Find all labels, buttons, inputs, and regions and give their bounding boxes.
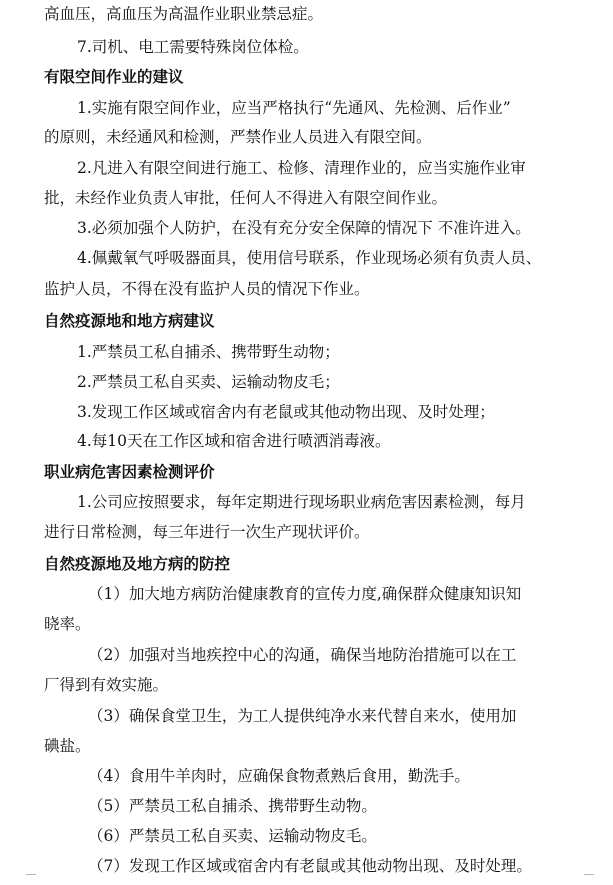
text-line: 的原则，未经通风和检测，严禁作业人员进入有限空间。	[44, 128, 432, 146]
text-line: （7）发现工作区域或宿舍内有老鼠或其他动物出现、及时处理。	[88, 857, 532, 875]
text-line: 3.必须加强个人防护，在没有充分安全保障的情况下 不准许进入。	[77, 219, 531, 237]
text-line: 厂得到有效实施。	[44, 676, 169, 694]
text-line: 1.实施有限空间作业，应当严格执行“先通风、先检测、后作业”	[77, 99, 511, 117]
text-line: 进行日常检测，每三年进行一次生产现状评价。	[44, 523, 370, 541]
text-line: （5）严禁员工私自捕杀、携带野生动物。	[88, 797, 377, 815]
text-line: 4.佩戴氧气呼吸器面具，使用信号联系，作业现场必须有负责人员、	[77, 249, 542, 267]
text-line: （4）食用牛羊肉时，应确保食物煮熟后食用，勤洗手。	[88, 767, 470, 785]
text-line: （2）加强对当地疾控中心的沟通，确保当地防治措施可以在工	[88, 646, 517, 664]
text-line: 1.公司应按照要求，每年定期进行现场职业病危害因素检测，每月	[77, 493, 526, 511]
text-line: 7.司机、电工需要特殊岗位体检。	[77, 38, 309, 56]
section-heading: 自然疫源地和地方病建议	[44, 312, 215, 330]
text-line: （3）确保食堂卫生，为工人提供纯净水来代替自来水，使用加	[88, 707, 517, 725]
text-line: 监护人员，不得在没有监护人员的情况下作业。	[44, 280, 370, 298]
text-line: 高血压，高血压为高温作业职业禁忌症。	[44, 5, 324, 23]
text-line: （6）严禁员工私自买卖、运输动物皮毛。	[88, 827, 377, 845]
text-line: 1.严禁员工私自捕杀、携带野生动物；	[77, 343, 340, 361]
section-heading: 有限空间作业的建议	[44, 68, 184, 86]
text-line: 3.发现工作区域或宿舍内有老鼠或其他动物出现、及时处理；	[77, 403, 495, 421]
page-corner-mark-left	[26, 874, 36, 885]
text-line: 碘盐。	[44, 737, 91, 755]
section-heading: 自然疫源地及地方病的防控	[44, 555, 231, 573]
section-heading: 职业病危害因素检测评价	[44, 463, 215, 481]
text-line: 批，未经作业负责人审批，任何人不得进入有限空间作业。	[44, 189, 448, 207]
text-line: 2.凡进入有限空间进行施工、检修、清理作业的，应当实施作业审	[77, 159, 526, 177]
text-line: （1）加大地方病防治健康教育的宣传力度,确保群众健康知识知	[88, 585, 522, 603]
text-line: 2.严禁员工私自买卖、运输动物皮毛；	[77, 373, 340, 391]
text-line: 晓率。	[44, 615, 91, 633]
text-line: 4.每10天在工作区域和宿舍进行喷洒消毒液。	[77, 432, 391, 450]
page-corner-mark-right	[584, 874, 594, 885]
